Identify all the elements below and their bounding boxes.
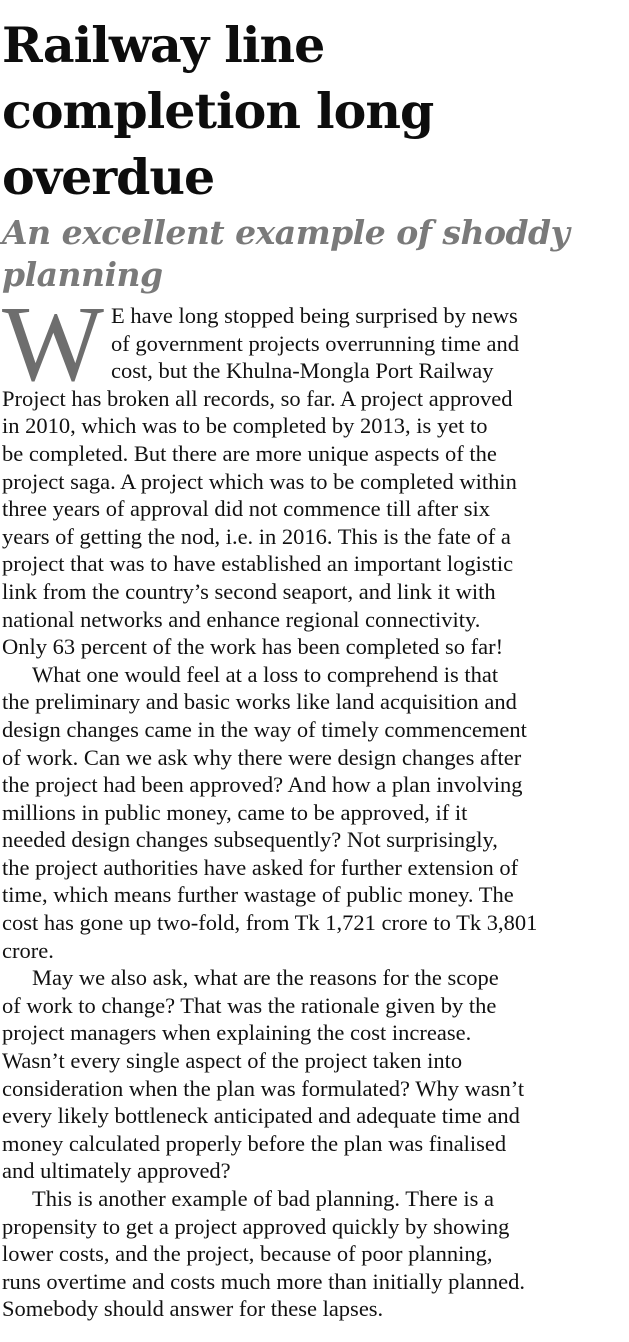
body-line: link from the country’s second seaport, and link it with xyxy=(2,578,496,604)
paragraph-1 xyxy=(2,385,628,661)
body-line: the preliminary and basic works like land acquisition and xyxy=(2,689,517,715)
paragraph-4 xyxy=(2,1185,628,1323)
body-line: May we also ask, what are the reasons for the scope xyxy=(32,965,499,991)
article-body xyxy=(2,285,628,1323)
body-line: time, which means further wastage of public money. The xyxy=(2,882,514,908)
body-line: lower costs, and the project, because of poor planning, xyxy=(2,1241,493,1267)
body-line: runs overtime and costs much more than initially planned. xyxy=(2,1268,526,1294)
body-line: crore. xyxy=(2,937,54,963)
body-line: This is another example of bad planning. There is a xyxy=(32,1186,494,1212)
body-line: propensity to get a project approved quickly by showing xyxy=(2,1213,510,1239)
body-line: cost, but the Khulna-Mongla Port Railway xyxy=(111,358,494,384)
body-line: of work. Can we ask why there were design changes after xyxy=(2,744,522,770)
body-line: national networks and enhance regional connectivity. xyxy=(2,606,481,632)
body-line: E have long stopped being surprised by news xyxy=(111,303,518,328)
editorial-article xyxy=(2,12,628,1323)
headline-line: overdue xyxy=(2,148,215,206)
body-line: cost has gone up two-fold, from Tk 1,721 crore to Tk 3,801 xyxy=(2,910,538,936)
body-line: Somebody should answer for these lapses. xyxy=(2,1296,384,1322)
drop-cap-wrapped-lines xyxy=(111,302,519,385)
subheadline-line: An excellent example of shoddy xyxy=(2,213,570,252)
body-line: money calculated properly before the plan was finalised xyxy=(2,1130,507,1156)
body-line: every likely bottleneck anticipated and adequate time and xyxy=(2,1103,520,1129)
body-line: Wasn’t every single aspect of the project taken into xyxy=(2,1048,463,1074)
subheadline-line: planning xyxy=(2,255,163,294)
body-line: and ultimately approved? xyxy=(2,1158,231,1184)
body-line: project that was to have established an important logistic xyxy=(2,551,514,577)
headline-line: Railway line xyxy=(2,16,325,74)
body-line: three years of approval did not commence till after six xyxy=(2,496,490,522)
body-line: be completed. But there are more unique aspects of the xyxy=(2,440,497,466)
body-line: of work to change? That was the rationale given by the xyxy=(2,992,497,1018)
body-line: in 2010, which was to be completed by 2013, is yet to xyxy=(2,413,488,439)
body-line: of government projects overrunning time and xyxy=(111,330,520,356)
headline-line: completion long xyxy=(2,82,434,140)
body-line: Only 63 percent of the work has been completed so far! xyxy=(2,634,504,660)
headline xyxy=(2,12,628,210)
paragraph-2 xyxy=(2,661,628,965)
body-line: the project authorities have asked for further extension of xyxy=(2,854,519,880)
body-line: Project has broken all records, so far. A project approved xyxy=(2,385,513,411)
body-line: needed design changes subsequently? Not surprisingly, xyxy=(2,827,498,853)
drop-cap: W xyxy=(2,285,104,404)
body-line: the project had been approved? And how a plan involving xyxy=(2,772,523,798)
body-line: project managers when explaining the cost increase. xyxy=(2,1020,472,1046)
paragraph-3 xyxy=(2,964,628,1185)
body-line: design changes came in the way of timely commencement xyxy=(2,716,527,742)
body-line: years of getting the nod, i.e. in 2016. This is the fate of a xyxy=(2,523,511,549)
body-line: project saga. A project which was to be completed within xyxy=(2,468,517,494)
subheadline xyxy=(2,212,628,296)
body-line: What one would feel at a loss to comprehend is that xyxy=(32,661,499,687)
body-line: millions in public money, came to be approved, if it xyxy=(2,799,468,825)
body-line: consideration when the plan was formulated? Why wasn’t xyxy=(2,1075,525,1101)
